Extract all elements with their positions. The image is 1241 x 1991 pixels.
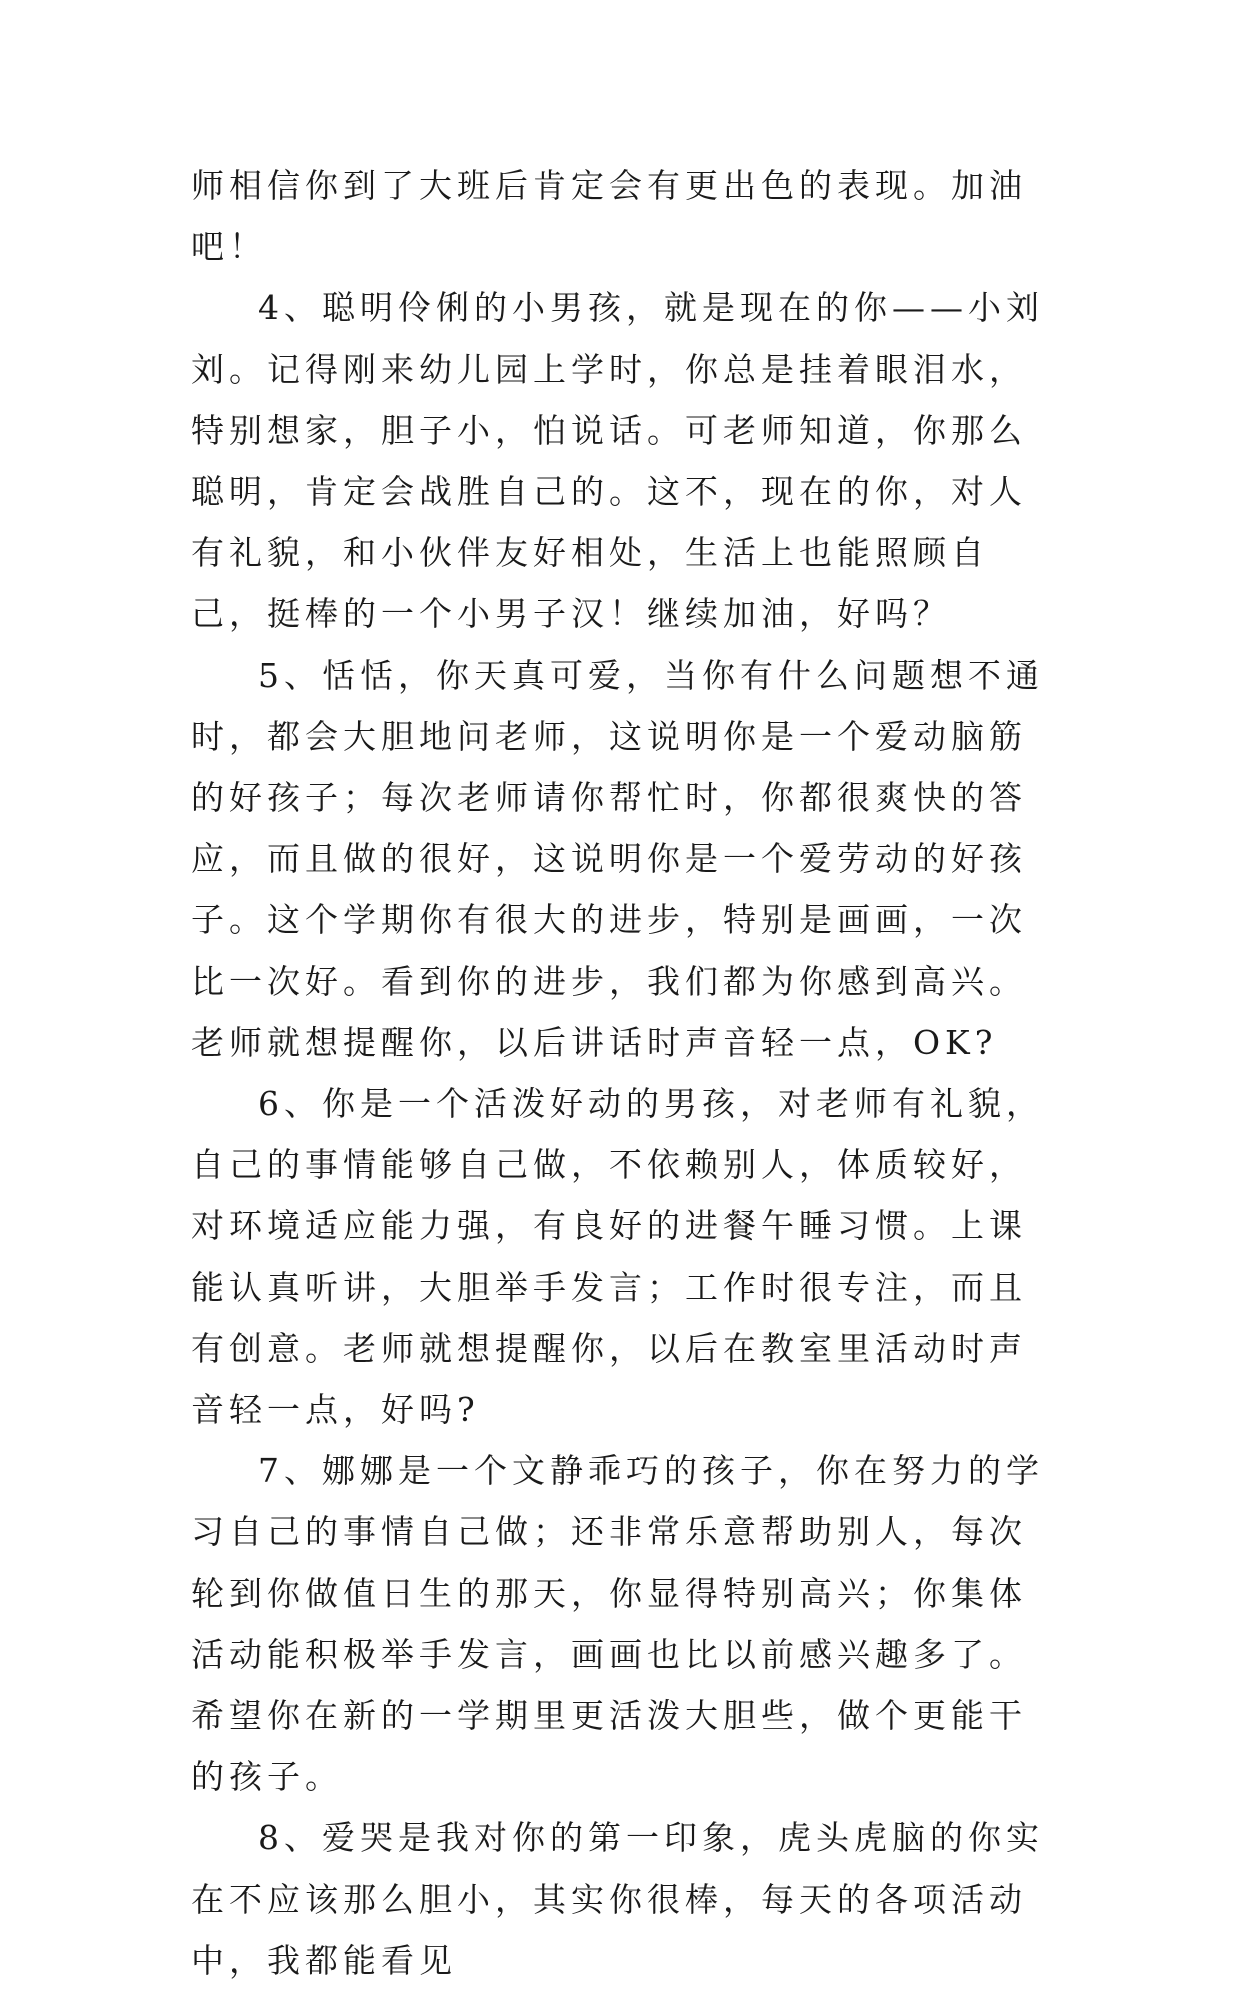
paragraph-item-6: 6、你是一个活泼好动的男孩，对老师有礼貌，自己的事情能够自己做，不依赖别人，体质较好，对环境适应能力强，有良好的进餐午睡习惯。上课能认真听讲，大胆举手发言；工作时很专注，而且有创意。老师就想提醒你，以后在教室里活动时声音轻一点，好吗? — [191, 1084, 1044, 1430]
paragraph-item-4: 4、聪明伶俐的小男孩，就是现在的你——小刘刘。记得刚来幼儿园上学时，你总是挂着眼泪水，特别想家，胆子小，怕说话。可老师知道，你那么聪明，肯定会战胜自己的。这不，现在的你，对人有礼貌，和小伙伴友好相处，生活上也能照顾自己，挺棒的一个小男子汉！继续加油，好吗？ — [191, 288, 1044, 634]
document-body — [191, 155, 1049, 1991]
paragraph-item-8: 8、爱哭是我对你的第一印象，虎头虎脑的你实在不应该那么胆小，其实你很棒，每天的各项活动中，我都能看见 — [191, 1818, 1044, 1980]
paragraph-item-5: 5、恬恬，你天真可爱，当你有什么问题想不通时，都会大胆地问老师，这说明你是一个爱动脑筋的好孩子；每次老师请你帮忙时，你都很爽快的答应，而且做的很好，这说明你是一个爱劳动的好孩子。这个学期你有很大的进步，特别是画画，一次比一次好。看到你的进步，我们都为你感到高兴。老师就想提醒你，以后讲话时声音轻一点，OK? — [191, 655, 1044, 1062]
paragraph-item-7: 7、娜娜是一个文静乖巧的孩子，你在努力的学习自己的事情自己做；还非常乐意帮助别人，每次轮到你做值日生的那天，你显得特别高兴；你集体活动能积极举手发言，画画也比以前感兴趣多了。希望你在新的一学期里更活泼大胆些，做个更能干的孩子。 — [191, 1451, 1044, 1797]
paragraph-continuation: 师相信你到了大班后肯定会有更出色的表现。加油吧！ — [191, 166, 1027, 267]
